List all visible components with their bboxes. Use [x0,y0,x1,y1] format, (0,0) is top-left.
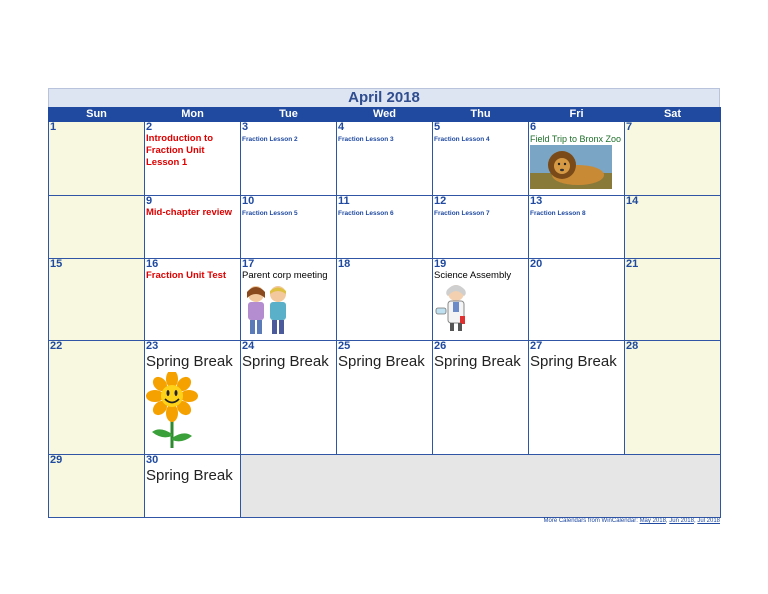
event-science-assembly: Science Assembly [434,270,512,281]
week-row [49,122,721,196]
day-cell-29[interactable] [49,455,145,518]
event-spring-break: Spring Break [146,353,233,370]
event-field-trip: Field Trip to Bronx Zoo [530,134,622,144]
day-cell-12[interactable] [433,196,529,259]
day-cell-19[interactable] [433,259,529,341]
footer [544,518,720,524]
weekday-mon: Mon [145,108,241,122]
day-cell-22[interactable] [49,341,145,455]
day-cell-4[interactable] [337,122,433,196]
day-cell-9[interactable] [145,196,241,259]
day-number: 4 [338,121,345,133]
parents-image [242,282,294,338]
day-cell-5[interactable] [433,122,529,196]
calendar [48,88,720,518]
day-number: 25 [338,340,351,352]
day-number: 9 [146,195,153,207]
day-cell-30[interactable] [145,455,241,518]
day-cell-15[interactable] [49,259,145,341]
event-unit-test: Fraction Unit Test [146,270,227,281]
event-fraction-lesson: Fraction Lesson 4 [434,136,490,143]
day-cell-16[interactable] [145,259,241,341]
event-fraction-lesson: Fraction Lesson 8 [530,210,586,217]
day-number: 27 [530,340,543,352]
day-number: 3 [242,121,249,133]
day-cell-21[interactable] [625,259,721,341]
day-cell-24[interactable] [241,341,337,455]
footer-separator: , [665,518,670,524]
week-row [49,341,721,455]
day-cell-10[interactable] [241,196,337,259]
day-cell-25[interactable] [337,341,433,455]
day-cell-20[interactable] [529,259,625,341]
week-row [49,455,721,518]
day-number: 17 [242,258,255,270]
week-row [49,259,721,341]
day-cell-17[interactable] [241,259,337,341]
day-cell-14[interactable] [625,196,721,259]
scientist-image [434,282,474,332]
day-cell-2[interactable] [145,122,241,196]
event-spring-break: Spring Break [242,353,329,370]
day-number: 13 [530,195,543,207]
weekday-sat: Sat [625,108,721,122]
day-number: 11 [338,195,350,207]
event-parent-meeting: Parent corp meeting [242,270,328,281]
day-cell-8[interactable] [49,196,145,259]
day-cell-7[interactable] [625,122,721,196]
event-fraction-lesson: Fraction Lesson 3 [338,136,394,143]
day-number: 22 [50,340,63,352]
day-number: 26 [434,340,447,352]
weekday-header-row [49,108,721,122]
day-cell-27[interactable] [529,341,625,455]
event-mid-chapter-review: Mid-chapter review [146,207,233,218]
day-number: 10 [242,195,255,207]
lion-image [530,145,612,189]
day-number: 2 [146,121,153,133]
day-cell-18[interactable] [337,259,433,341]
weekday-sun: Sun [49,108,145,122]
day-number: 14 [626,195,639,207]
day-number: 29 [50,454,63,466]
footer-separator: , [693,518,698,524]
event-spring-break: Spring Break [146,467,233,484]
event-intro-fractions: Introduction to Fraction Unit Lesson 1 [146,133,214,168]
day-number: 7 [626,121,633,133]
link-jun-2018[interactable]: Jun 2018 [669,518,694,524]
day-number: 5 [434,121,441,133]
weekday-tue: Tue [241,108,337,122]
day-cell-26[interactable] [433,341,529,455]
link-jul-2018[interactable]: Jul 2018 [697,518,720,524]
event-fraction-lesson: Fraction Lesson 2 [242,136,298,143]
day-number: 28 [626,340,639,352]
event-fraction-lesson: Fraction Lesson 7 [434,210,490,217]
calendar-grid [48,107,721,518]
event-fraction-lesson: Fraction Lesson 5 [242,210,298,217]
day-number: 12 [434,195,447,207]
day-number: 15 [50,258,63,270]
event-spring-break: Spring Break [338,353,425,370]
day-cell-13[interactable] [529,196,625,259]
event-spring-break: Spring Break [530,353,617,370]
day-number: 18 [338,258,351,270]
day-cell-1[interactable] [49,122,145,196]
day-cell-23[interactable] [145,341,241,455]
day-cell-6[interactable] [529,122,625,196]
day-number: 23 [146,340,159,352]
event-fraction-lesson: Fraction Lesson 6 [338,210,394,217]
footer-prefix: More Calendars from WinCalendar: [543,518,640,524]
day-cell-11[interactable] [337,196,433,259]
week-row [49,196,721,259]
day-cell-28[interactable] [625,341,721,455]
weekday-fri: Fri [529,108,625,122]
day-cell-3[interactable] [241,122,337,196]
calendar-title: April 2018 [48,88,720,107]
event-spring-break: Spring Break [434,353,521,370]
day-number: 16 [146,258,159,270]
day-number: 19 [434,258,447,270]
day-number: 30 [146,454,159,466]
weekday-thu: Thu [433,108,529,122]
day-number: 21 [626,258,639,270]
day-number: 20 [530,258,543,270]
day-number: 1 [50,121,57,133]
weekday-wed: Wed [337,108,433,122]
empty-days [241,455,721,518]
day-number: 24 [242,340,255,352]
sunflower-image [146,372,198,450]
day-number: 6 [530,121,537,133]
link-may-2018[interactable]: May 2018 [639,518,666,524]
